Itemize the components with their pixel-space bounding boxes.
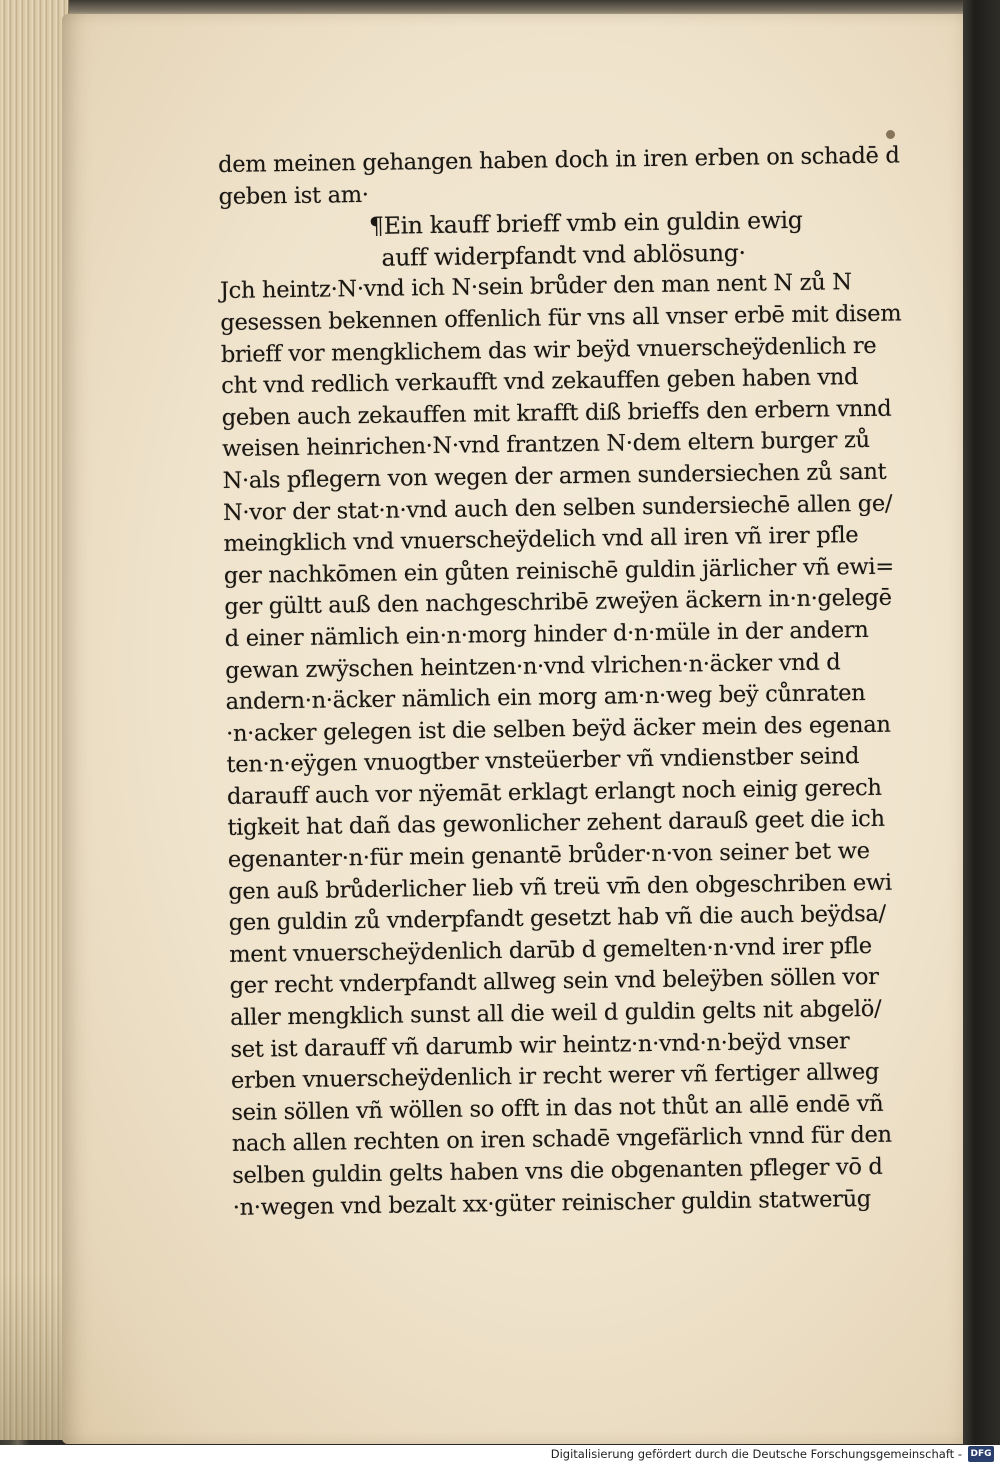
text-line: Jch heintz·N·vnd ich N·sein brůder den man nent N zů N	[219, 269, 852, 305]
text-line: nach allen rechten on iren schadē vngefärlich vnnd für den	[231, 1122, 892, 1158]
footer-bar	[0, 1445, 1000, 1465]
text-line: sein söllen vñ wöllen so offt in das not thůt an allē endē vñ	[231, 1090, 884, 1126]
text-line: ger gültt auß den nachgeschribē zweÿen äckern in·n·gelegē	[224, 584, 892, 621]
funding-credit: Digitalisierung gefördert durch die Deutsche Forschungsgemeinschaft -	[550, 1447, 962, 1461]
text-line: darauff auch vor nÿemāt erklagt erlangt noch einig gerech	[226, 774, 882, 810]
text-line: brieff vor mengklichem das wir beÿd vnuerscheÿdenlich re	[220, 332, 877, 368]
text-line: cht vnd redlich verkaufft vnd zekauffen geben haben vnd	[221, 364, 859, 400]
text-line: tigkeit hat dañ das gewonlicher zehent darauß geet die ich	[227, 806, 885, 842]
text-line: aller mengklich sunst all die weil d guldin gelts nit abgelö/	[229, 995, 882, 1031]
dfg-logo: DFG	[968, 1446, 994, 1462]
ink-spot	[886, 130, 895, 139]
text-line: N·vor der stat·n·vnd auch den selben sundersiechē allen ge/	[222, 490, 893, 526]
text-line: set ist darauff vñ darumb wir heintz·n·vnd·n·beÿd vnser	[230, 1027, 850, 1063]
text-line: geben auch zekauffen mit krafft diß brieffs den erbern vnnd	[221, 395, 892, 431]
text-line: andern·n·äcker nämlich ein morg am·n·weg beÿ cůnraten	[225, 680, 866, 716]
text-line: ger nachkōmen ein gůten reinischē guldin järlicher vñ ewi=	[223, 553, 895, 589]
text-line: ten·n·eÿgen vnuogtber vnsteüerber vñ vndienstber seind	[226, 743, 860, 779]
book-gutter-right	[963, 0, 1000, 1445]
text-line: geben ist am·	[218, 181, 369, 210]
text-line: gen guldin zů vnderpfandt gesetzt hab vñ die auch beÿdsa/	[228, 901, 886, 937]
text-line: egenanter·n·für mein genantē brůder·n·von seiner bet we	[227, 838, 870, 873]
text-line: dem meinen gehangen haben doch in iren erben on schadē d	[218, 142, 900, 178]
text-line: erben vnuerscheÿdenlich ir recht werer vñ fertiger allweg	[230, 1059, 880, 1095]
text-line: N·als pflegern von wegen der armen sundersiechen zů sant	[222, 458, 887, 494]
section-heading: auff widerpfandt vnd ablösung·	[381, 238, 746, 272]
text-line: ·n·wegen vnd bezalt xx·güter reinischer guldin statwerūg	[232, 1185, 872, 1221]
section-heading: ¶Ein kauff brieff vmb ein guldin ewig	[368, 206, 803, 241]
text-line: gewan zwÿschen heintzen·n·vnd vlrichen·n·äcker vnd d	[225, 648, 841, 684]
text-line: gesessen bekennen offenlich für vns all vnser erbē mit disem	[220, 300, 902, 336]
page-stack-edges	[0, 0, 69, 1440]
text-line: meingklich vnd vnuerscheÿdelich vnd all iren vñ irer pfle	[223, 522, 859, 558]
text-line: ment vnuerscheÿdenlich darūb d gemelten·n·vnd irer pfle	[229, 932, 873, 968]
text-line: selben guldin gelts haben vns die obgenanten pfleger vō d	[232, 1153, 883, 1189]
text-line: ger recht vnderpfandt allweg sein vnd beleÿben söllen vor	[229, 964, 879, 1000]
printed-text-block	[218, 140, 933, 1224]
text-line: weisen heinrichen·N·vnd frantzen N·dem eltern burger zů	[221, 427, 870, 463]
text-line: d einer nämlich ein·n·morg hinder d·n·müle in der andern	[224, 616, 869, 652]
text-line: gen auß brůderlicher lieb vñ treü vm̄ den obgeschriben ewi	[228, 869, 892, 905]
text-line: ·n·acker gelegen ist die selben beÿd äcker mein des egenan	[225, 711, 891, 747]
